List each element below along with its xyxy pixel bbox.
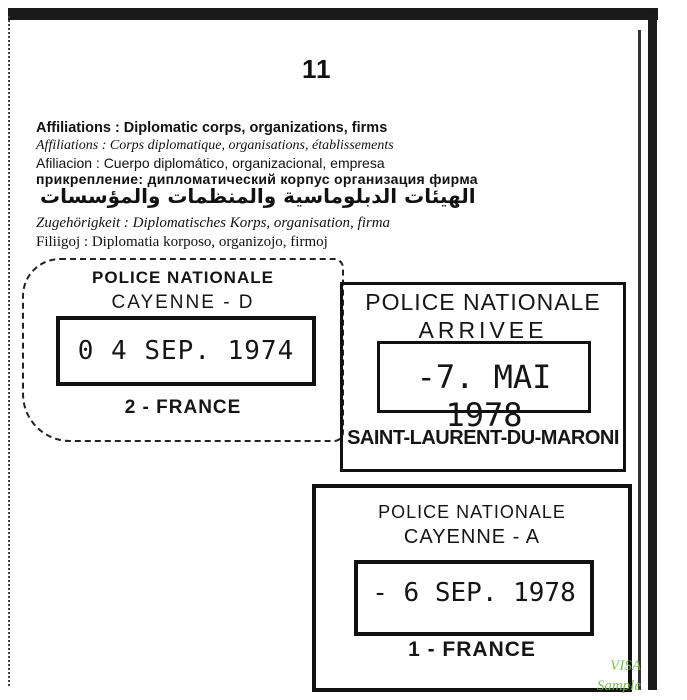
affiliations-english: Affiliations : Diplomatic corps, organizations, firms [36,120,388,136]
stamp-location: SAINT-LAURENT-DU-MARONI [347,427,619,449]
affiliations-spanish: Afiliacion : Cuerpo diplomático, organizacional, empresa [36,155,385,171]
stamp-arrivee [340,282,626,472]
watermark-line-1: VISA [610,657,641,674]
scan-edge-right-inner [638,30,641,690]
stamp-arrival-label: ARRIVEE [418,317,548,343]
stamp-authority: POLICE NATIONALE [365,289,601,315]
affiliations-german: Zugehörigkeit : Diplomatisches Korps, organisation, firma [36,215,391,231]
page-number: 11 [302,54,332,84]
stamp-date-box [377,341,591,434]
watermark-line-2: Sample [596,677,641,694]
stamp-date: - 6 SEP. 1978 [372,578,576,608]
stamp-location: CAYENNE - A [403,526,541,548]
stamp-date-box [56,316,316,386]
stamp-country: 2 - FRANCE [124,397,242,418]
affiliations-russian: прикрепление: дипломатический корпус организация фирма [36,171,478,187]
visa-sample-watermark [597,656,641,697]
stamp-date-box [354,560,594,636]
stamp-location: CAYENNE - D [111,292,255,313]
stamp-country: 1 - FRANCE [408,638,536,661]
stamp-cayenne-d [22,258,344,442]
stamp-date: -7. MAI 1978 [416,358,552,434]
scan-edge-left [8,16,12,686]
stamp-authority: POLICE NATIONALE [378,502,566,522]
affiliations-french: Affiliations : Corps diplomatique, organisations, établissements [36,138,394,153]
affiliations-arabic: الهيئات الدبلوماسية والمنظمات والمؤسسات [40,184,476,208]
affiliations-esperanto: Filiigoj : Diplomatia korposo, organizojo, firmoj [36,234,328,250]
scan-edge-right [648,14,657,690]
scan-edge-top [8,8,658,20]
stamp-cayenne-a [312,484,632,692]
stamp-date: 0 4 SEP. 1974 [77,336,295,366]
stamp-authority: POLICE NATIONALE [92,268,274,287]
